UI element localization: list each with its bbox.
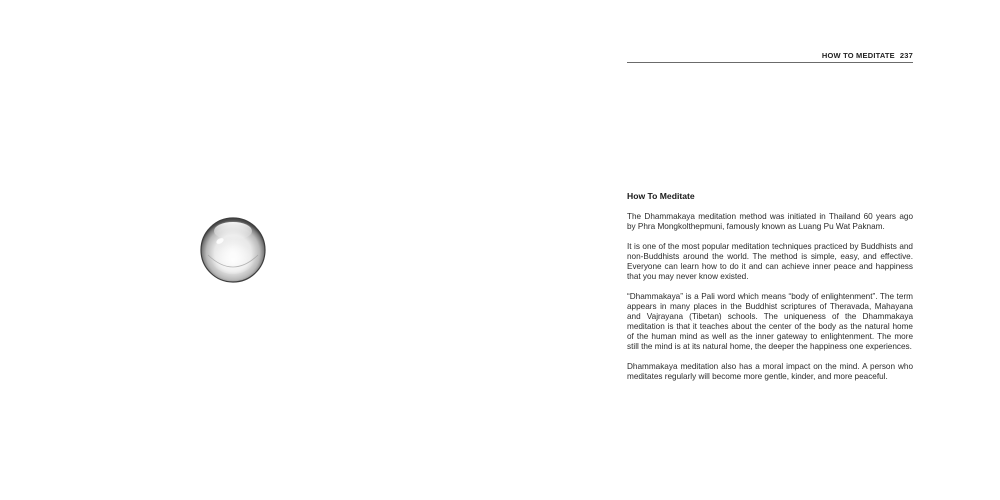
- header-rule: [627, 62, 913, 63]
- paragraph-4: Dhammakaya meditation also has a moral impact on the mind. A person who meditates regularly will become more gentle, kinder, and more peaceful.: [627, 362, 913, 381]
- body-text: [627, 191, 913, 392]
- section-heading: How To Meditate: [627, 191, 695, 201]
- page-number: 237: [899, 51, 913, 60]
- running-head: [627, 51, 913, 60]
- crystal-ball-icon: [200, 217, 266, 283]
- running-head-title: HOW TO MEDITATE: [821, 51, 895, 60]
- right-page: [500, 0, 1000, 500]
- paragraph-1: The Dhammakaya meditation method was initiated in Thailand 60 years ago by Phra Mongkolthepmuni, famously known as Luang Pu Wat Paknam.: [627, 212, 913, 231]
- paragraph-2: It is one of the most popular meditation techniques practiced by Buddhists and non-Buddhists around the world. The method is simple, easy, and effective. Everyone can learn how to do it and can achieve inner peace and happiness that you may never know existed.: [627, 242, 913, 281]
- paragraph-3: “Dhammakaya” is a Pali word which means “body of enlightenment”. The term appears in many places in the Buddhist scriptures of Theravada, Mahayana and Vajrayana (Tibetan) schools. The uniqueness of the Dhammakaya meditation is that it teaches about the center of the body as the natural home of the human mind as well as the inner gateway to enlightenment. The more still the mind is at its natural home, the deeper the happiness one experiences.: [627, 292, 913, 351]
